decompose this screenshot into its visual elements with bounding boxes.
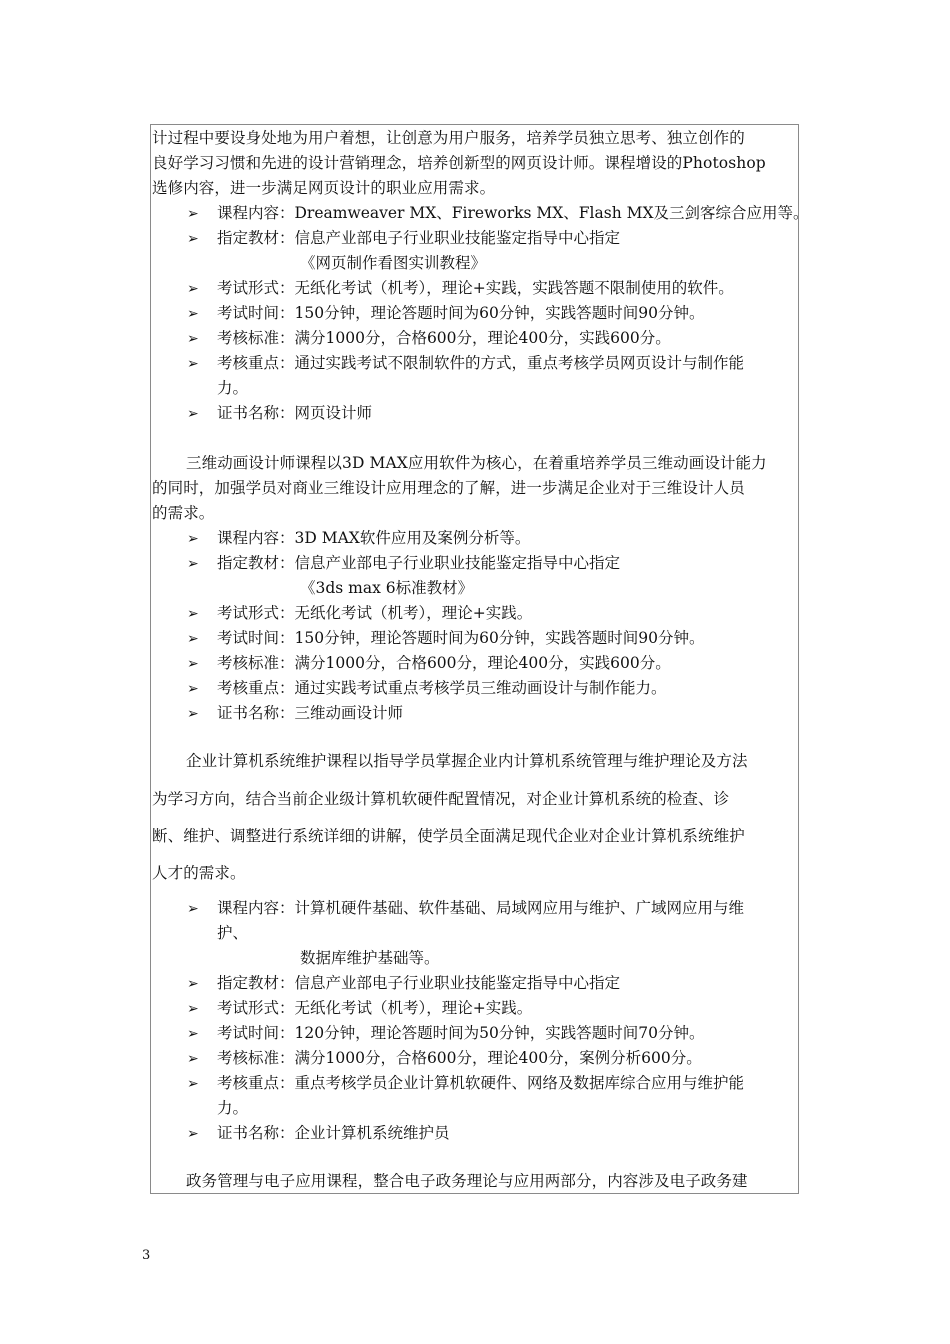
textbook-title: 《3ds max 6标准教材》 — [300, 579, 474, 597]
list-item: ➢ 考核标准：满分1000分，合格600分，理论400分，实践600分。 — [187, 651, 671, 677]
arrow-bullet-icon: ➢ — [187, 606, 199, 622]
list-item: ➢ 考核标准：满分1000分，合格600分，理论400分，案例分析600分。 — [187, 1046, 702, 1072]
maint-para-line-1: 企业计算机系统维护课程以指导学员掌握企业内计算机系统管理与维护理论及方法 — [186, 752, 748, 770]
arrow-bullet-icon: ➢ — [187, 1076, 199, 1092]
list-item: ➢ 考核重点：通过实践考试重点考核学员三维动画设计与制作能力。 — [187, 676, 667, 702]
arrow-bullet-icon: ➢ — [187, 306, 199, 322]
arrow-bullet-icon: ➢ — [187, 531, 199, 547]
arrow-bullet-icon: ➢ — [187, 406, 199, 422]
egov-para-line-1: 政务管理与电子应用课程，整合电子政务理论与应用两部分，内容涉及电子政务建 — [186, 1172, 748, 1190]
arrow-bullet-icon: ➢ — [187, 556, 199, 572]
list-item: ➢ 考核重点：通过实践考试不限制软件的方式，重点考核学员网页设计与制作能 — [187, 351, 744, 377]
anim-para-line-2: 的同时，加强学员对商业三维设计应用理念的了解，进一步满足企业对于三维设计人员 — [152, 479, 745, 497]
list-item: ➢ 指定教材：信息产业部电子行业职业技能鉴定指导中心指定 — [187, 551, 620, 577]
list-item: ➢ 考试时间：120分钟，理论答题时间为50分钟，实践答题时间70分钟。 — [187, 1021, 705, 1047]
list-item: ➢ 指定教材：信息产业部电子行业职业技能鉴定指导中心指定 — [187, 971, 620, 997]
list-item-continuation: 护、 — [217, 924, 249, 942]
intro-line-1: 计过程中要设身处地为用户着想，让创意为用户服务，培养学员独立思考、独立创作的 — [152, 129, 745, 147]
arrow-bullet-icon: ➢ — [187, 706, 199, 722]
list-item: ➢ 课程内容：3D MAX软件应用及案例分析等。 — [187, 526, 530, 552]
arrow-bullet-icon: ➢ — [187, 356, 199, 372]
list-item: ➢ 课程内容：Dreamweaver MX、Fireworks MX、Flash MX及三剑客综合应用等。 — [187, 201, 809, 227]
list-item: ➢ 考核重点：重点考核学员企业计算机软硬件、网络及数据库综合应用与维护能 — [187, 1071, 744, 1097]
list-item: ➢ 证书名称：网页设计师 — [187, 401, 372, 427]
textbook-title: 《网页制作看图实训教程》 — [300, 254, 487, 272]
arrow-bullet-icon: ➢ — [187, 631, 199, 647]
arrow-bullet-icon: ➢ — [187, 976, 199, 992]
arrow-bullet-icon: ➢ — [187, 1026, 199, 1042]
list-item: ➢ 考试时间：150分钟，理论答题时间为60分钟，实践答题时间90分钟。 — [187, 301, 705, 327]
list-item: ➢ 证书名称：三维动画设计师 — [187, 701, 403, 727]
list-item: ➢ 证书名称：企业计算机系统维护员 — [187, 1121, 450, 1147]
list-item: ➢ 考试形式：无纸化考试（机考），理论+实践，实践答题不限制使用的软件。 — [187, 276, 734, 302]
maint-para-line-4: 人才的需求。 — [152, 864, 246, 882]
intro-line-3: 选修内容，进一步满足网页设计的职业应用需求。 — [152, 179, 496, 197]
maint-para-line-3: 断、维护、调整进行系统详细的讲解，使学员全面满足现代企业对企业计算机系统维护 — [152, 827, 745, 845]
arrow-bullet-icon: ➢ — [187, 331, 199, 347]
arrow-bullet-icon: ➢ — [187, 656, 199, 672]
list-item: ➢ 考核标准：满分1000分，合格600分，理论400分，实践600分。 — [187, 326, 671, 352]
arrow-bullet-icon: ➢ — [187, 206, 199, 222]
arrow-bullet-icon: ➢ — [187, 1126, 199, 1142]
list-item: ➢ 考试形式：无纸化考试（机考），理论+实践。 — [187, 996, 532, 1022]
arrow-bullet-icon: ➢ — [187, 1001, 199, 1017]
list-item-continuation: 力。 — [217, 379, 249, 397]
arrow-bullet-icon: ➢ — [187, 281, 199, 297]
maint-para-line-2: 为学习方向，结合当前企业级计算机软硬件配置情况，对企业计算机系统的检查、诊 — [152, 790, 730, 808]
list-item: ➢ 考试形式：无纸化考试（机考），理论+实践。 — [187, 601, 532, 627]
list-item: ➢ 指定教材：信息产业部电子行业职业技能鉴定指导中心指定 — [187, 226, 620, 252]
list-item: ➢ 课程内容：计算机硬件基础、软件基础、局域网应用与维护、广域网应用与维 — [187, 896, 744, 922]
intro-line-2: 良好学习习惯和先进的设计营销理念，培养创新型的网页设计师。课程增设的Photoshop — [152, 154, 766, 172]
page-number: 3 — [142, 1248, 151, 1263]
list-item-continuation: 数据库维护基础等。 — [300, 949, 440, 967]
arrow-bullet-icon: ➢ — [187, 1051, 199, 1067]
arrow-bullet-icon: ➢ — [187, 681, 199, 697]
list-item: ➢ 考试时间：150分钟，理论答题时间为60分钟，实践答题时间90分钟。 — [187, 626, 705, 652]
anim-para-line-3: 的需求。 — [152, 504, 215, 522]
arrow-bullet-icon: ➢ — [187, 901, 199, 917]
list-item-continuation: 力。 — [217, 1099, 249, 1117]
arrow-bullet-icon: ➢ — [187, 231, 199, 247]
anim-para-line-1: 三维动画设计师课程以3D MAX应用软件为核心，在着重培养学员三维动画设计能力 — [186, 454, 767, 472]
